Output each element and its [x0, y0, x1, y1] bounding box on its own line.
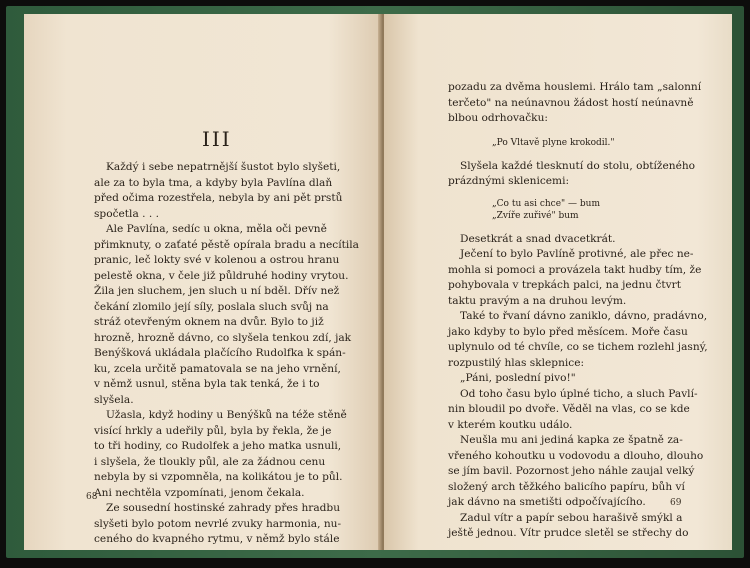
text-line: pozadu za dvěma houslemi. Hrálo tam „salonní — [448, 81, 702, 93]
text-line: Také to řvaní dávno zaniklo, dávno, pradávno, — [460, 310, 708, 322]
text-line: jako kdyby to bylo před měsícem. Moře času — [448, 325, 688, 338]
text-line: visící hrkly a udeřily půl, byla by řekla, že je — [94, 424, 332, 437]
text-line: uplynulo od té chvíle, co se tichem rozlehl jasný, — [448, 341, 708, 353]
chapter-heading: III — [202, 127, 232, 151]
text-line: Žila jen sluchem, jen sluch u ní bděl. Dřív než — [94, 285, 340, 297]
song-quote-line: „Co tu asi chce" — bum — [492, 198, 600, 209]
left-page — [24, 14, 382, 550]
text-line: hrozně, hrozně dávno, co slyšela tenkou zdí, jak — [94, 331, 352, 344]
song-quote: „Po Vltavě plyne krokodil." — [492, 137, 615, 148]
text-line: ku, zcela určitě pamatovala se na jeho vrnění, — [94, 362, 341, 375]
left-page-text — [94, 160, 359, 548]
page-number: 68 — [86, 492, 98, 502]
text-line: taktu pravým a na druhou levým. — [448, 294, 627, 307]
text-line: spočetla . . . — [94, 207, 159, 220]
text-line: nin bloudil po dvoře. Věděl na vlas, co se kde — [448, 403, 690, 415]
text-line: před očima rozestřela, nebyla by ani pět prstů — [94, 192, 343, 204]
text-line: ještě jednou. Vítr prudce sletěl se střechy do — [448, 527, 689, 539]
right-page-text — [448, 80, 710, 542]
text-line: Neušla mu ani jediná kapka ze špatně za- — [460, 434, 683, 446]
text-line: nebyla by si vzpomněla, na kolikátou je to půl. — [94, 471, 343, 483]
text-line: v němž usnul, stěna byla tak tenká, že i to — [94, 378, 320, 390]
text-line: vřeného kohoutku u vodovodu a dlouho, dlouho — [448, 449, 704, 462]
text-line: v kterém koutku událo. — [448, 418, 573, 431]
text-line: přimknuty, o zaťaté pěstě opírala bradu a necítila — [94, 238, 359, 251]
text-line: Slyšela každé tlesknutí do stolu, obtíženého — [460, 159, 696, 172]
text-line: „Páni, poslední pivo!" — [460, 372, 576, 384]
song-quote-line: „Zvíře zuřivé" bum — [492, 210, 579, 221]
text-line: terčeto" na neúnavnou žádost hostí neúnavně — [448, 96, 694, 109]
text-line: složený arch těžkého balicího papíru, bůh ví — [448, 480, 685, 493]
text-line: rozpustilý hlas sklepnice: — [448, 356, 585, 369]
text-line: pelestě okna, v čele již půldruhé hodiny vrytou. — [94, 269, 349, 282]
page-number: 69 — [670, 498, 682, 508]
text-line: Benýšková ukládala plačícího Rudolfka k spán- — [94, 347, 346, 359]
text-line: Od toho času bylo úplné ticho, a sluch Pavlí- — [460, 387, 698, 400]
text-line: Ječení to bylo Pavlíně protivné, ale přec ne- — [460, 248, 694, 260]
text-line: Užasla, když hodiny u Benýšků na téže stěně — [106, 409, 347, 421]
text-line: Zadul vítr a papír sebou harašivě smýkl a — [460, 511, 683, 524]
text-line: Každý i sebe nepatrnější šustot bylo slyšeti, — [106, 161, 341, 173]
text-line: stráž otevřeným oknem na dvůr. Bylo to již — [94, 316, 324, 328]
text-line: ceného do kvapného rytmu, v němž bylo stále — [94, 533, 340, 545]
text-line: Ze sousední hostinské zahrady přes hradbu — [106, 502, 341, 514]
text-line: prázdnými sklenicemi: — [448, 175, 570, 187]
song-quote-block — [492, 198, 710, 222]
right-page — [384, 14, 732, 550]
text-line: slyšeti bylo potom nevrlé zvuky harmonia, nu- — [94, 517, 342, 530]
text-line: pohybovala v trepkách palci, na jednu čtvrt — [448, 279, 681, 291]
text-line: pranic, leč lokty své v kolenou a ostrou hranu — [94, 254, 340, 266]
text-line: slyšela. — [94, 393, 134, 406]
text-line: jak dávno na smetišti odpočívajícího. — [448, 496, 646, 508]
text-line: Desetkrát a snad dvacetkrát. — [460, 232, 616, 245]
text-line: Ale Pavlína, sedíc u okna, měla oči pevně — [106, 223, 327, 235]
text-line: čekání zlomilo její síly, poslala sluch svůj na — [94, 300, 329, 313]
text-line: mohla si pomoci a provázela takt hudby tím, že — [448, 263, 702, 276]
text-line: to tři hodiny, co Rudolfek a jeho matka usnuli, — [94, 440, 342, 452]
text-line: blbou odrhovačku: — [448, 112, 548, 124]
text-line: Ani nechtěla vzpomínati, jenom čekala. — [94, 486, 305, 499]
text-line: ale za to byla tma, a kdyby byla Pavlína dlaň — [94, 176, 333, 189]
text-line: se jím bavil. Pozornost jeho náhle zaujal velký — [448, 465, 695, 477]
text-line: i slyšela, že tloukly půl, ale za žádnou cenu — [94, 455, 326, 468]
